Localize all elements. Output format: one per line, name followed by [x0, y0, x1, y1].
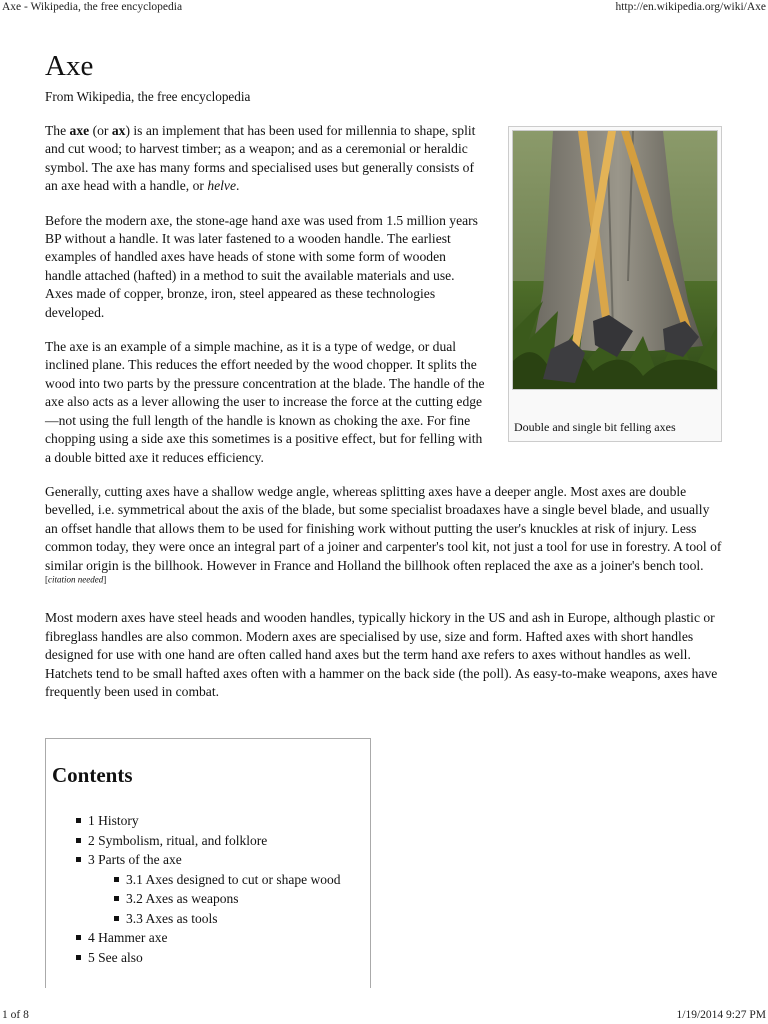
intro-paragraph: The axe (or ax) is an implement that has been used for millennia to shape, split and cut wood; to harvest timber; as a weapon; and as a ceremonial or heraldic symbol. The axe has many forms and specialised uses but generally consists of an axe head with a handle, or helve.	[45, 123, 476, 194]
tagline: From Wikipedia, the free encyclopedia	[45, 89, 251, 104]
toc-subitem-cut-wood[interactable]: 3.1 Axes designed to cut or shape wood	[114, 870, 340, 890]
bullet-icon	[76, 955, 81, 960]
print-timestamp: 1/19/2014 9:27 PM	[676, 1009, 766, 1021]
print-header-url: http://en.wikipedia.org/wiki/Axe	[615, 1, 766, 13]
bullet-icon	[76, 857, 81, 862]
bullet-icon	[114, 877, 119, 882]
toc-item-hammer-axe[interactable]: 4 Hammer axe	[76, 928, 340, 948]
figure-thumbnail	[508, 126, 722, 442]
page-title: Axe	[45, 50, 94, 82]
toc-list	[76, 811, 340, 967]
paragraph-history-stone: Before the modern axe, the stone-age hand axe was used from 1.5 million years BP without a handle. It was later fastened to a wooden handle. The earliest examples of handled axes have heads of stone with some form of wooden handle attached (hafted) in a method to suit the available materials and use. Axes made of copper, bronze, iron, steel appeared as these technologies developed.	[45, 212, 478, 320]
helve-link[interactable]: helve	[207, 178, 236, 194]
axes-photo[interactable]	[512, 130, 718, 390]
paragraph-simple-machine: The axe is an example of a simple machine, as it is a type of wedge, or dual inclined plane. This reduces the effort needed by the wood chopper. It splits the wood into two parts by the pressure concentration at the blade. The handle of the axe also acts as a lever allowing the user to increase the force at the cutting edge—not using the full length of the handle is known as choking the axe. For fine chopping using a side axe this sometimes is a positive effect, but for felling with a double bitted axe it reduces efficiency.	[45, 339, 485, 465]
print-header-title: Axe - Wikipedia, the free encyclopedia	[2, 1, 183, 13]
paragraph-modern-axes: Most modern axes have steel heads and wooden handles, typically hickory in the US and ash in Europe, although plastic or fibreglass handles are also common. Modern axes are specialised by use, size and form. Hafted axes with short handles designed for use with one hand are often called hand axes but the term hand axe refers to axes without handles as well. Hatchets tend to be small hafted axes often with a hammer on the back side (the poll). As easy-to-make weapons, axes have frequently been used in combat.	[45, 610, 718, 699]
toc-item-see-also[interactable]: 5 See also	[76, 948, 340, 968]
toc-title: Contents	[52, 763, 133, 787]
table-of-contents	[45, 738, 371, 988]
bullet-icon	[114, 916, 119, 921]
citation-needed-note[interactable]: [citation needed]	[45, 574, 107, 585]
bullet-icon	[76, 935, 81, 940]
toc-item-symbolism[interactable]: 2 Symbolism, ritual, and folklore	[76, 831, 340, 851]
bullet-icon	[76, 818, 81, 823]
bold-term-axe: axe	[69, 123, 90, 138]
bullet-icon	[114, 896, 119, 901]
toc-item-history[interactable]: 1 History	[76, 811, 340, 831]
page-counter: 1 of 8	[2, 1009, 29, 1021]
toc-item-parts[interactable]: 3 Parts of the axe 3.1 Axes designed to cut or shape wood 3.2 Axes as weapons 3.3 Axes as tools	[76, 850, 340, 928]
toc-subitem-tools[interactable]: 3.3 Axes as tools	[114, 909, 340, 929]
paragraph-wedge-angle: Generally, cutting axes have a shallow wedge angle, whereas splitting axes have a deeper angle. Most axes are double bevelled, i.e. symmetrical about the axis of the blade, but some specialist broadaxes have a single bevel blade, and usually an offset handle that allows them to be used for finishing work without putting the user's knuckles at risk of injury. Less common today, they were once an integral part of a joiner and carpenter's tool kit, not just a tool for use in forestry. A tool of similar origin is the billhook. However in France and Holland the billhook often replaced the axe as a joiner's bench tool.[citation needed]	[45, 483, 722, 585]
print-footer	[0, 1008, 768, 1024]
figure-caption: Double and single bit felling axes	[514, 420, 676, 434]
bold-term-ax: ax	[111, 123, 126, 138]
bullet-icon	[76, 838, 81, 843]
toc-subitem-weapons[interactable]: 3.2 Axes as weapons	[114, 889, 340, 909]
print-header	[0, 0, 768, 16]
toc-sublist	[114, 870, 340, 929]
